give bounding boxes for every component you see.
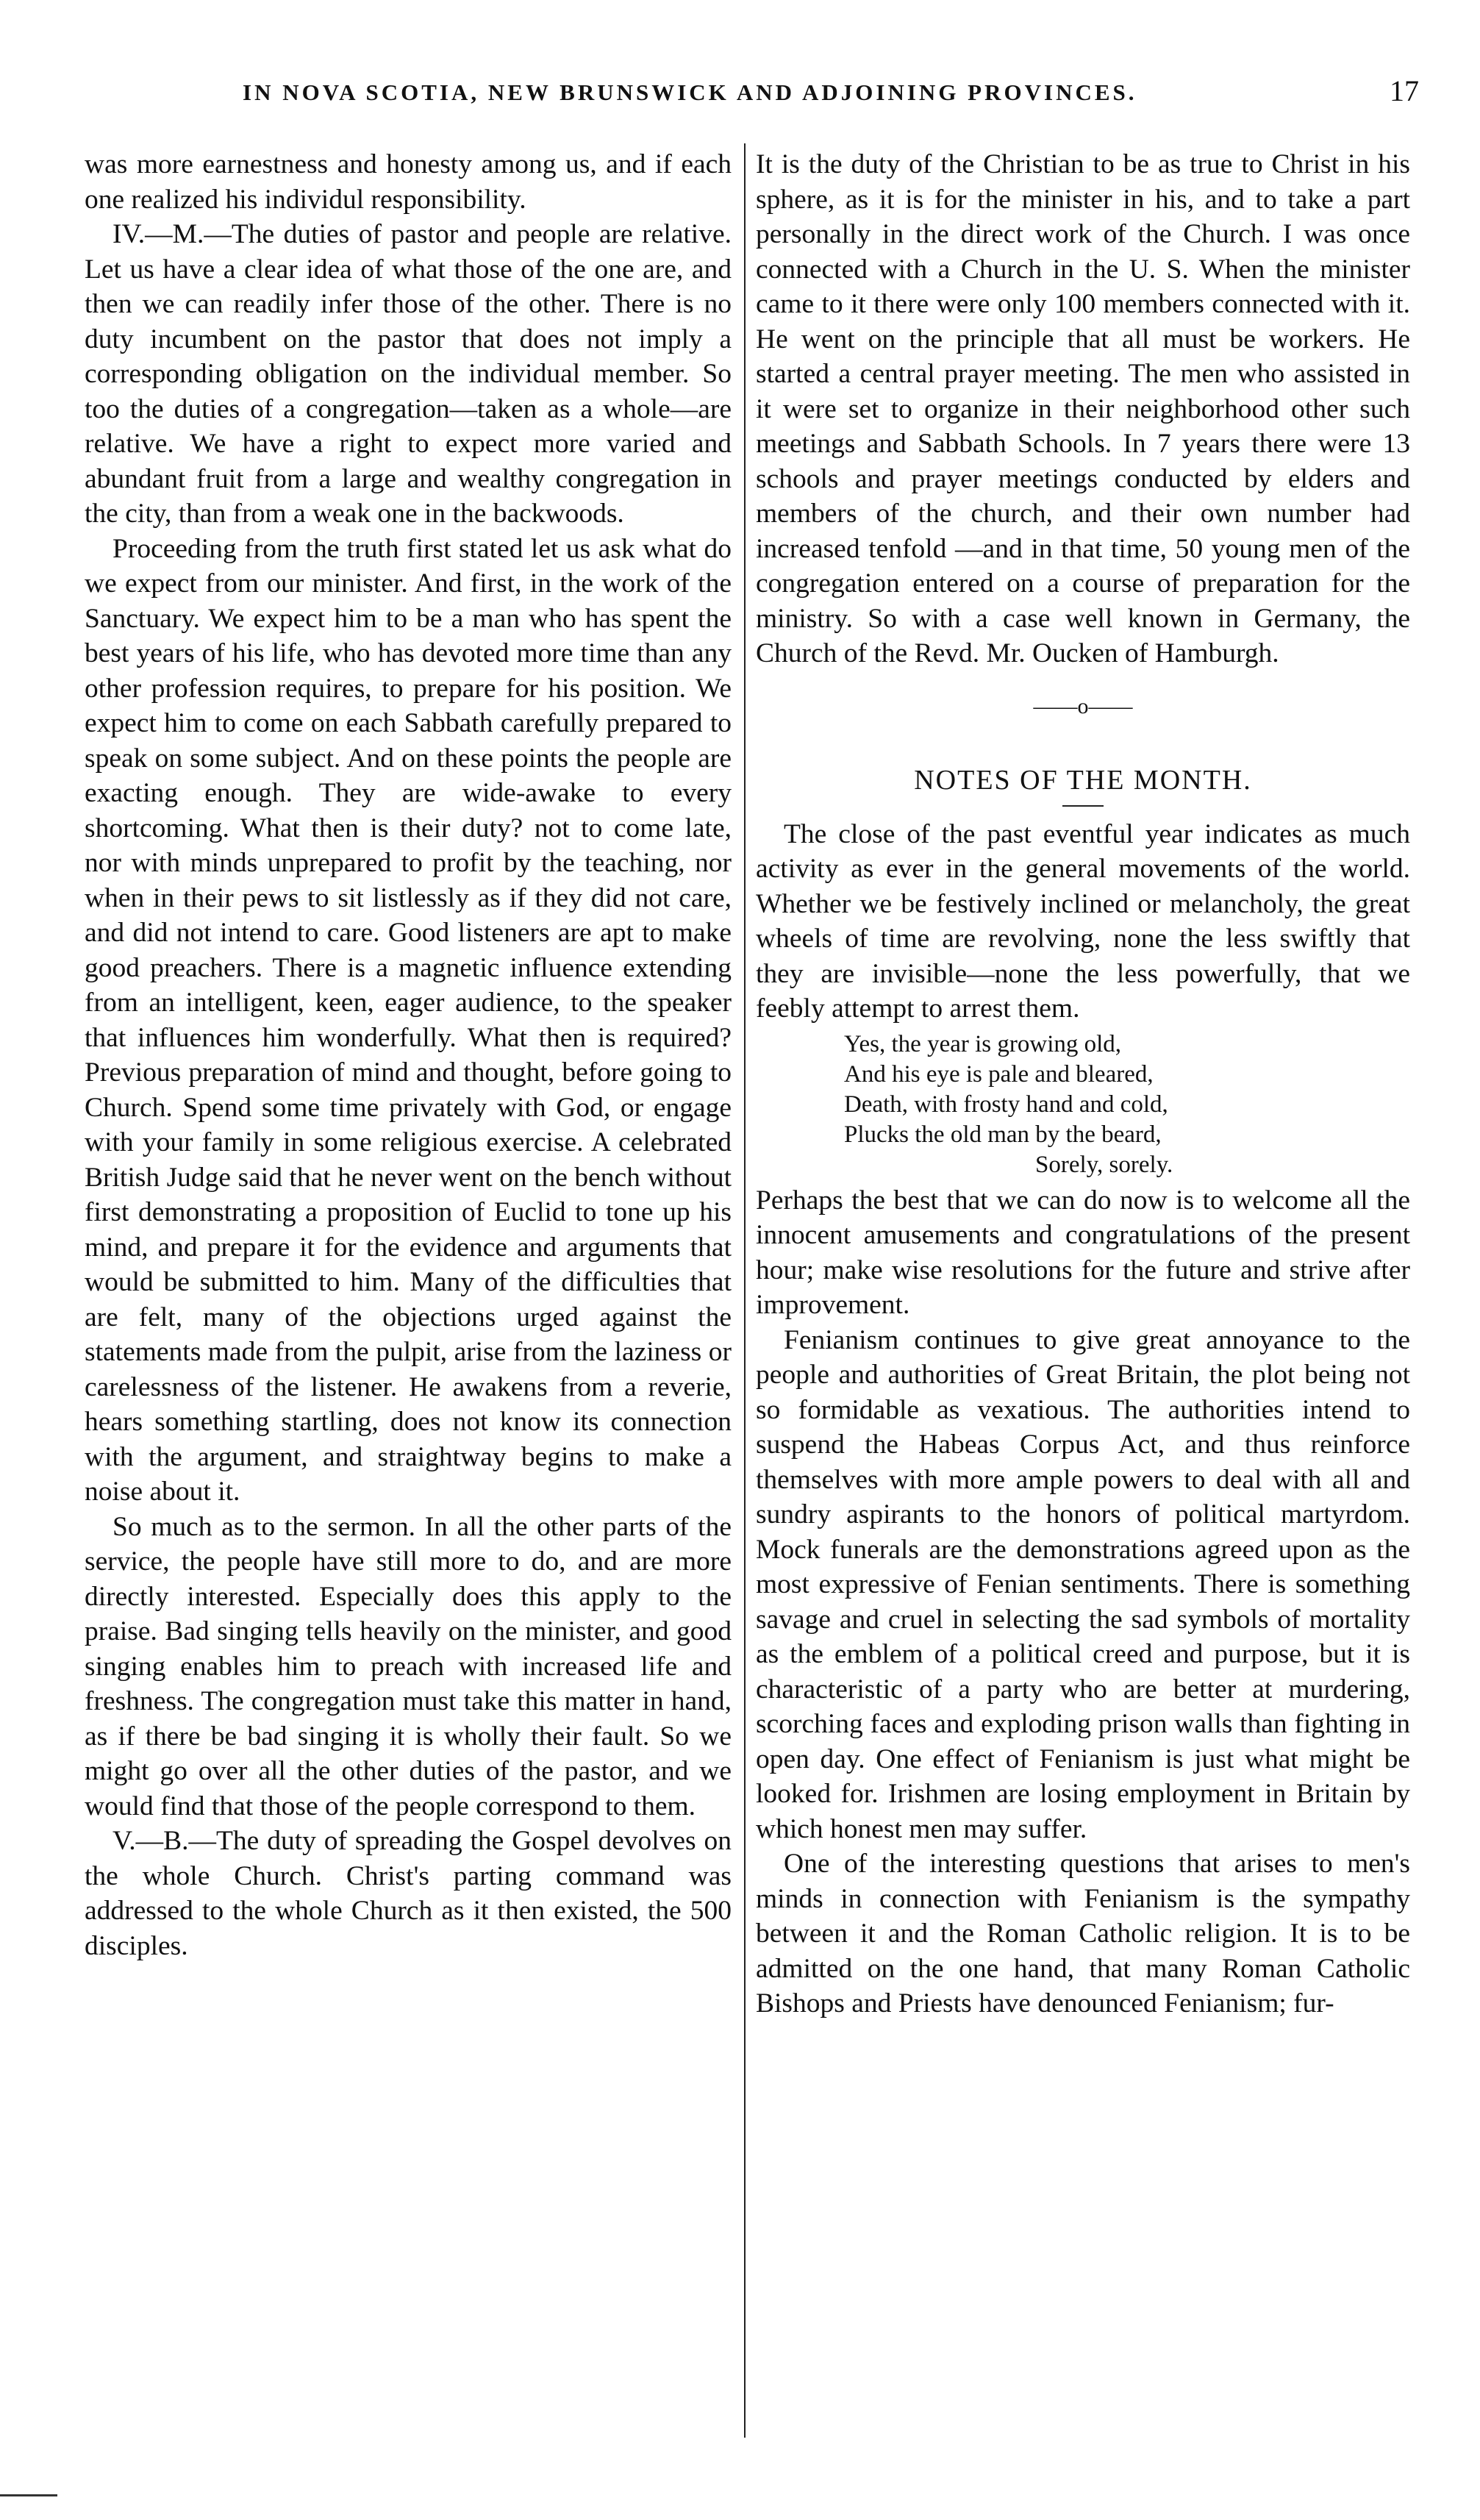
poem-line: Yes, the year is growing old,: [844, 1030, 1122, 1057]
paragraph-spreading-gospel: V.—B.—The duty of spreading the Gospel devolves on the whole Church. Christ's parting command was addressed to the whole Church as it then existed, the 500 disciples.: [85, 1826, 732, 1961]
paragraph-after-poem: Perhaps the best that we can do now is to welcome all the innocent amusements and congratulations of the present hour; make wise resolutions for the future and strive after improvement.: [756, 1185, 1410, 1320]
paragraph-fenianism-religion: One of the interesting questions that arises to men's minds in connection with Fenianism is the sympathy between it and the Roman Catholic religion. It is to be admitted on the one hand, that many Roman Catholic Bishops and Priests have denounced Fenianism; fur-: [756, 1849, 1410, 2019]
poem-line: And his eye is pale and bleared,: [844, 1060, 1154, 1088]
paragraph-sermon-praise: So much as to the sermon. In all the other parts of the service, the people have still more to do, and are more directly interested. Especially does this apply to the praise. Bad singing tells heavily on the minister, and good singing enables him to preach with increased life and freshness. The congregation must take this matter in hand, as if there be bad singing it is wholly their fault. So we might go over all the other duties of the pastor, and we would find that those of the people correspond to them.: [85, 1511, 732, 1821]
left-column: [85, 147, 732, 2463]
running-head-title: IN NOVA SCOTIA, NEW BRUNSWICK AND ADJOINING PROVINCES.: [243, 79, 1137, 105]
poem-line: Death, with frosty hand and cold,: [844, 1091, 1168, 1118]
section-separator: ——o——: [1033, 693, 1133, 718]
poem-line: Plucks the old man by the beard,: [844, 1121, 1162, 1148]
right-column: [756, 147, 1410, 2463]
running-header: [81, 74, 1448, 118]
paragraph-close-of-year: The close of the past eventful year indicates as much activity as ever in the general movements of the world. Whether we be festively inclined or melancholy, the great wheels of time are revolving, none the less swiftly that they are invisible—none the less powerfully, that we feebly attempt to arrest them.: [756, 818, 1410, 1024]
section-title: NOTES OF THE MONTH.: [914, 764, 1252, 796]
paragraph-duties-relative: IV.—M.—The duties of pastor and people are relative. Let us have a clear idea of what those of the one are, and then we can readily infer those of the other. There is no duty incumbent on the pastor that does not imply a corresponding obligation on the individual member. So too the duties of a congregation—taken as a whole—are relative. We have a right to expect more varied and abundant fruit from a large and wealthy congregation in the city, than from a weak one in the backwoods.: [85, 219, 732, 529]
title-rule: [1062, 805, 1104, 807]
poem-stanza: [844, 1029, 1410, 1180]
bottom-margin-mark: [0, 2494, 57, 2496]
paragraph-fenianism: Fenianism continues to give great annoyance to the people and authorities of Great Britain, the plot being not so formidable as vexatious. The authorities intend to suspend the Habeas Corpus Act, and thus reinforce themselves with more ample powers to deal with all and sundry aspirants to the honors of political martyrdom. Mock funerals are the demonstrations agreed upon as the most expressive of Fenian sentiments. There is something savage and cruel in selecting the sad symbols of mortality as the emblem of a political creed and purpose, but it is characteristic of a party who are better at murdering, scorching faces and exploding prison walls than fighting in open day. One effect of Fenianism is just what might be looked for. Irishmen are losing employment in Britain by which honest men may suffer.: [756, 1324, 1410, 1844]
paragraph-expect-minister: Proceeding from the truth first stated let us ask what do we expect from our minister. And first, in the work of the Sanctuary. We expect him to be a man who has spent the best years of his life, who has devoted more time than any other profession requires, to prepare for his position. We expect him to come on each Sabbath carefully prepared to speak on some subject. And on these points the people are exacting enough. They are wide-awake to every shortcoming. What then is their duty? not to come late, nor with minds unprepared to profit by the teaching, nor when in their pews to sit listlessly as if they did not care, and did not intend to care. Good listeners are apt to make good preachers. There is a magnetic influence extending from an intelligent, keen, eager audience, to the speaker that influences him wonderfully. What then is required? Previous preparation of mind and thought, before going to Church. Spend some time privately with God, or engage with your family in some religious exercise. A celebrated British Judge said that he never went on the bench without first demonstrating a proposition of Euclid to tone up his mind, and prepare it for the evidence and arguments that would be submitted to him. Many of the difficulties that are felt, many of the objections urged against the statements made from the pulpit, arise from the laziness or carelessness of the listener. He awakens from a reverie, hears something startling, does not know its connection with the argument, and straightway begins to make a noise about it.: [85, 533, 732, 1507]
paragraph-continuation: was more earnestness and honesty among us, and if each one realized his individul responsibility.: [85, 149, 732, 215]
column-divider: [744, 143, 746, 2438]
page-number: 17: [1390, 74, 1419, 107]
poem-line: Sorely, sorely.: [1035, 1151, 1173, 1178]
paragraph-duty-christian: It is the duty of the Christian to be as true to Christ in his sphere, as it is for the minister in his, and to take a part personally in the direct work of the Church. I was once connected with a Church in the U. S. When the minister came to it there were only 100 members connected with it. He went on the principle that all must be workers. He started a central prayer meeting. The men who assisted in it were set to organize in their neighborhood other such meetings and Sabbath Schools. In 7 years there were 13 schools and prayer meetings conducted by elders and members of the church, and their own number had increased tenfold —and in that time, 50 young men of the congregation entered on a course of preparation for the ministry. So with a case well known in Germany, the Church of the Revd. Mr. Oucken of Hamburgh.: [756, 149, 1410, 668]
